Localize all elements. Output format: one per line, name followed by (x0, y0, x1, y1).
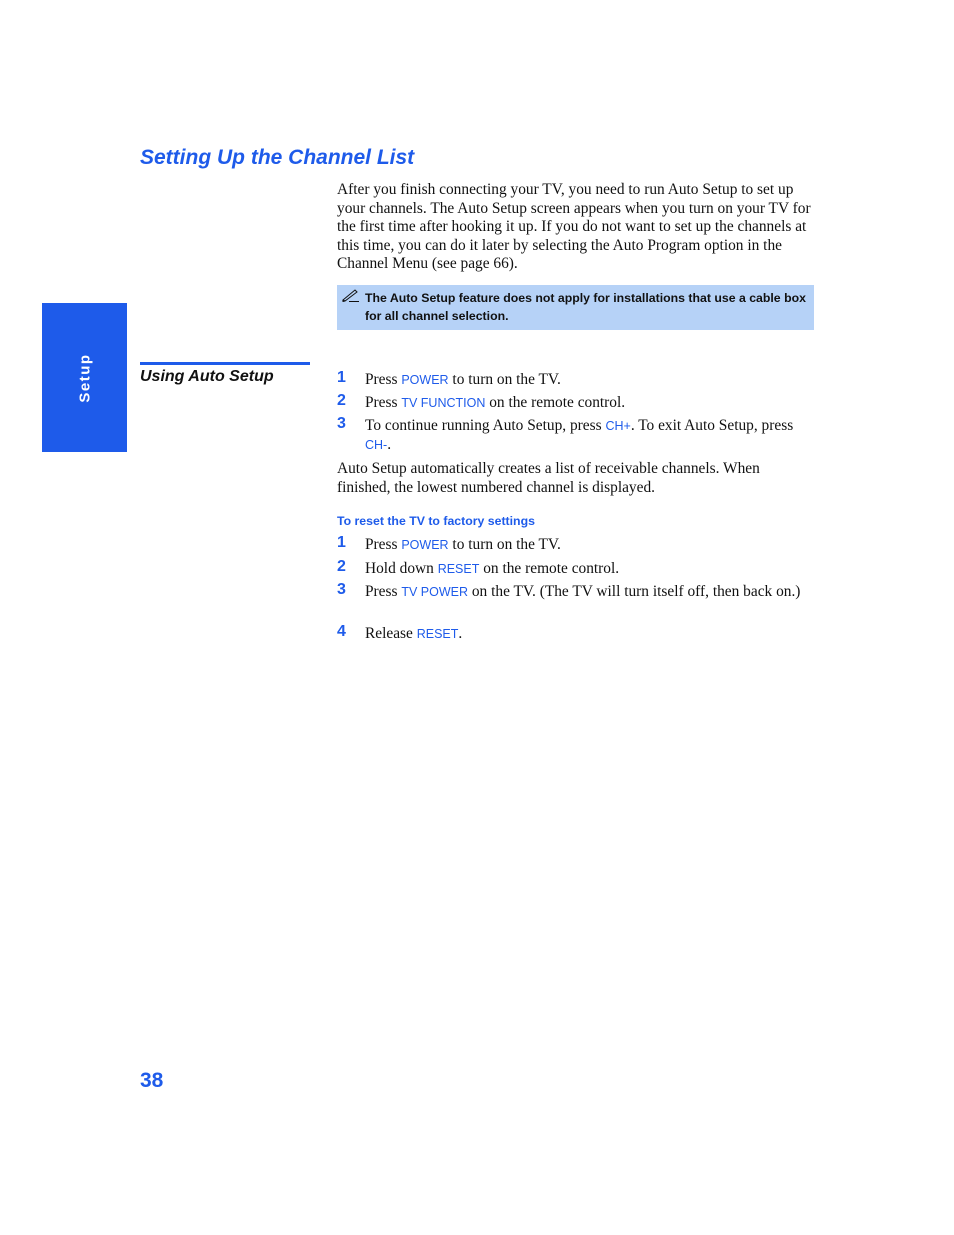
key-label: CH- (365, 437, 388, 452)
note-pencil-icon (342, 288, 360, 302)
step-text: Press POWER to turn on the TV. (365, 371, 561, 388)
step-text: Press TV POWER on the TV. (The TV will turn itself off, then back on.) (365, 583, 801, 600)
key-label: RESET (437, 562, 480, 576)
step-number: 3 (337, 581, 346, 598)
step-number: 3 (337, 415, 346, 432)
summary-paragraph: Auto Setup automatically creates a list of receivable channels. When finished, the lowest numbered channel is displayed. (337, 460, 760, 496)
section-heading: Using Auto Setup (140, 368, 274, 385)
page-number: 38 (140, 1069, 164, 1092)
key-label: POWER (401, 373, 449, 387)
side-tab (42, 303, 127, 452)
key-label: RESET (416, 627, 459, 641)
note-box (337, 285, 814, 330)
key-label: CH+ (605, 419, 631, 433)
step-text: To continue running Auto Setup, press CH+. To exit Auto Setup, press CH-. (365, 417, 794, 453)
section-divider (140, 362, 310, 365)
step-number: 1 (337, 369, 346, 386)
intro-paragraph: After you finish connecting your TV, you need to run Auto Setup to set up your channels. The Auto Setup screen appears when you turn on your TV for the first time after hooking it up. If you do not want to set up the channels at this time, you can do it later by selecting the Auto Program option in the Channel Menu (see page 66). (337, 181, 811, 273)
key-label: TV FUNCTION (401, 396, 486, 410)
side-tab-label: Setup (76, 353, 94, 403)
step-number: 2 (337, 392, 346, 409)
key-label: TV POWER (401, 585, 469, 599)
step-text: Release RESET. (365, 625, 463, 642)
step-number: 1 (337, 534, 346, 551)
key-label: POWER (401, 538, 449, 552)
page-title: Setting Up the Channel List (140, 146, 415, 169)
step-number: 2 (337, 558, 346, 575)
step-text: Press POWER to turn on the TV. (365, 536, 561, 553)
step-text: Press TV FUNCTION on the remote control. (365, 394, 626, 411)
reset-subheading: To reset the TV to factory settings (337, 514, 535, 528)
note-text: The Auto Setup feature does not apply for installations that use a cable box for all channel selection. (365, 291, 806, 323)
step-text: Hold down RESET on the remote control. (365, 560, 620, 577)
step-number: 4 (337, 623, 346, 640)
